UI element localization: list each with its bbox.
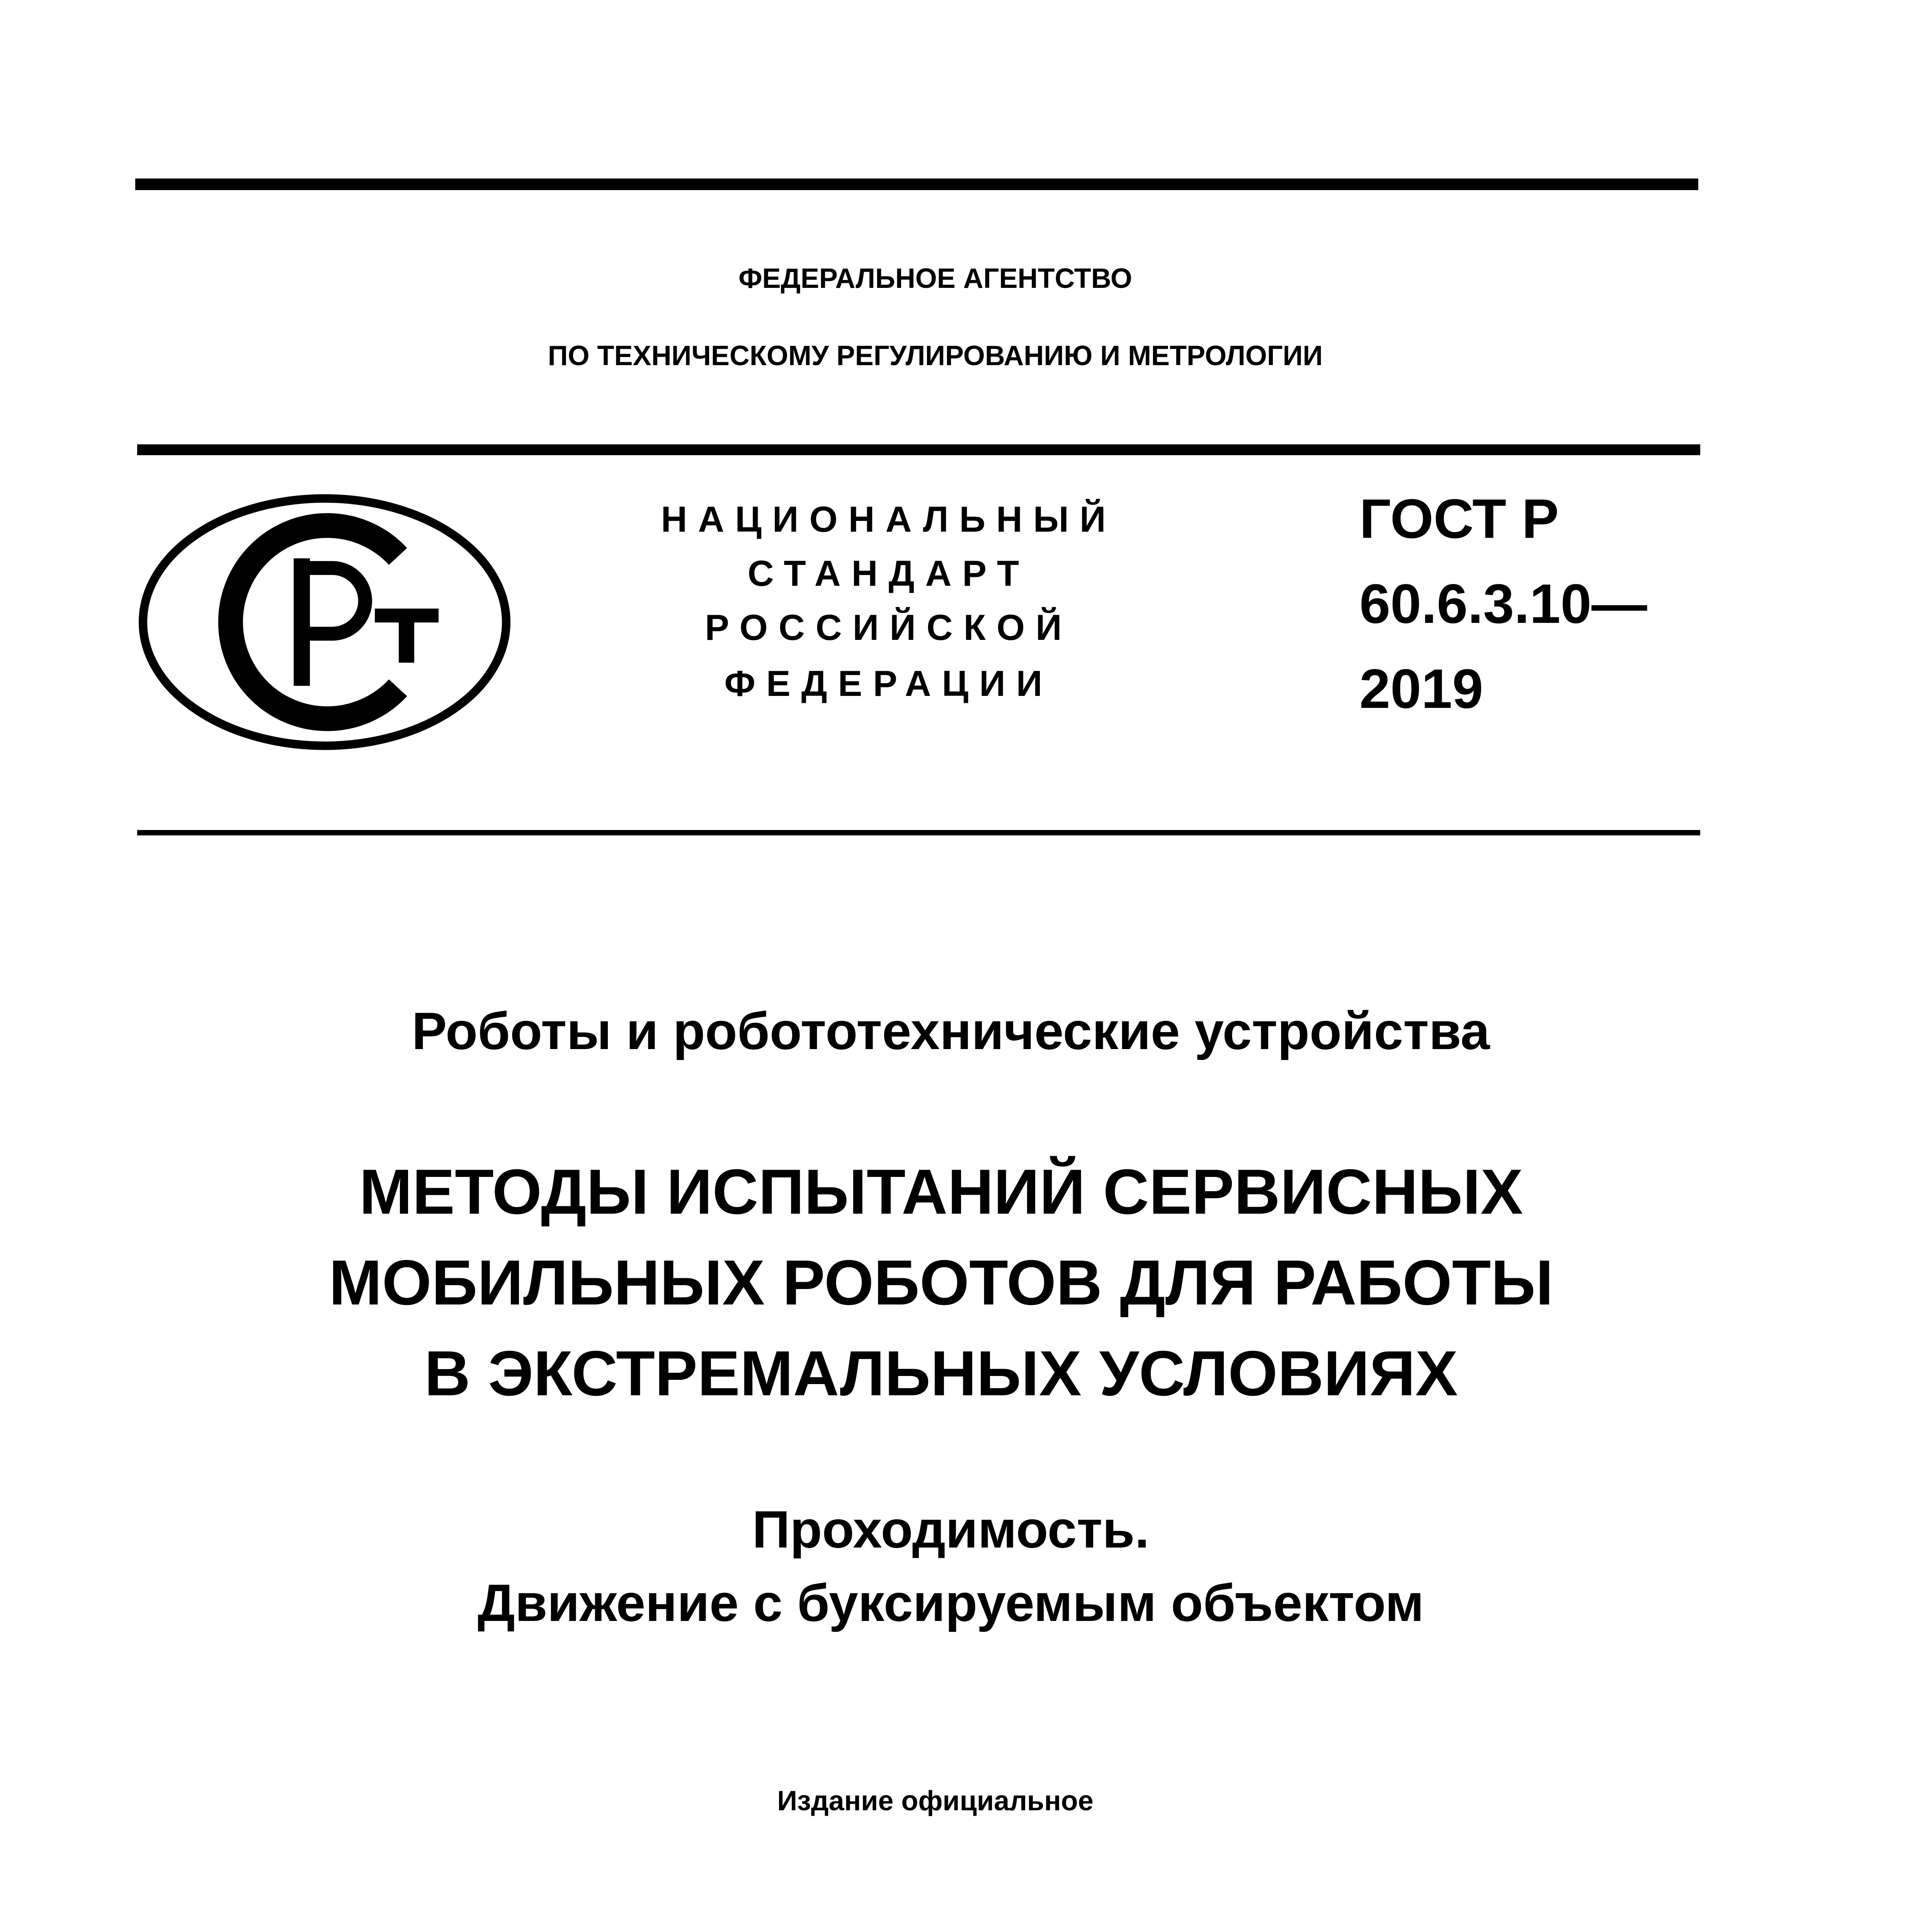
document-title-line-1: МЕТОДЫ ИСПЫТАНИЙ СЕРВИСНЫХ [359, 1156, 1523, 1227]
document-subject: Роботы и робототехнические устройства [412, 1002, 1490, 1060]
rst-conformity-mark-icon [131, 491, 518, 753]
document-title-line-3: В ЭКСТРЕМАЛЬНЫХ УСЛОВИЯХ [424, 1338, 1458, 1409]
national-line-4: ФЕДЕРАЦИИ [724, 663, 1053, 704]
header-rule [137, 444, 1700, 455]
national-line-2: СТАНДАРТ [747, 553, 1030, 594]
edition-note: Издание официальное [777, 1786, 1094, 1816]
document-title-line-2: МОБИЛЬНЫХ РОБОТОВ ДЛЯ РАБОТЫ [329, 1247, 1553, 1318]
standard-block-rule [137, 830, 1700, 835]
document-part-line-1: Проходимость. [752, 1500, 1150, 1559]
agency-line-1: ФЕДЕРАЛЬНОЕ АГЕНТСТВО [738, 263, 1132, 294]
top-rule [135, 179, 1698, 190]
agency-line-2: ПО ТЕХНИЧЕСКОМУ РЕГУЛИРОВАНИЮ И МЕТРОЛОГИИ [548, 340, 1323, 371]
gost-designation-line-2: 60.6.3.10— [1359, 573, 1647, 635]
national-line-1: НАЦИОНАЛЬНЫЙ [661, 499, 1117, 539]
national-line-3: РОССИЙСКОЙ [705, 607, 1073, 648]
gost-designation-line-1: ГОСТ Р [1359, 488, 1559, 550]
gost-designation-line-3: 2019 [1359, 658, 1483, 720]
document-part-line-2: Движение с буксируемым объектом [477, 1573, 1424, 1632]
